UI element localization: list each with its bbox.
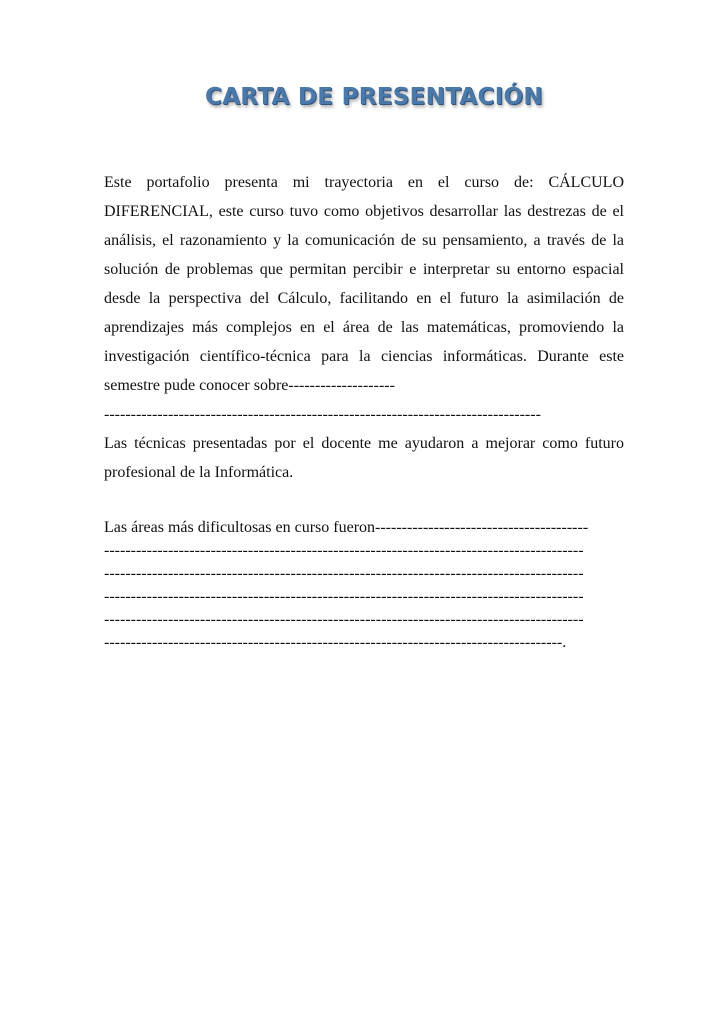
dash-line: ------------------------------------------------------------------------------------------: [104, 611, 584, 628]
difficult-areas-block: [104, 516, 624, 654]
dash-line: ------------------------------------------------------------------------------------------: [104, 588, 584, 605]
dash-line: ----------------------------------------------------------------------------------: [104, 406, 541, 423]
techniques-paragraph: Las técnicas presentadas por el docente me ayudaron a mejorar como futuro profesional de la Informática.: [104, 435, 624, 481]
dash-line: ------------------------------------------------------------------------------------------: [104, 565, 584, 582]
document-body: [104, 168, 624, 654]
paragraph-spacer: [104, 487, 624, 516]
difficult-areas-lead: Las áreas más dificultosas en curso fueron----------------------------------------: [104, 519, 589, 536]
dash-line: ------------------------------------------------------------------------------------------: [104, 542, 584, 559]
document-title: CARTA DE PRESENTACIÓN: [205, 84, 543, 110]
dash-line: --------------------------------------------------------------------------------------.: [104, 634, 567, 651]
intro-paragraph: Este portafolio presenta mi trayectoria en el curso de: CÁLCULO DIFERENCIAL, este curso tuvo como objetivos desarrollar las destrezas de el análisis, el razonamiento y la comunicación de su pensamiento, a través de la solución de problemas que permitan percibir e interpretar su entorno espacial desde la perspectiva del Cálculo, facilitando en el futuro la asimilación de aprendizajes más complejos en el área de las matemáticas, promoviendo la investigación científico-técnica para la ciencias informáticas. Durante este semestre pude conocer sobre--------------------: [104, 174, 624, 394]
